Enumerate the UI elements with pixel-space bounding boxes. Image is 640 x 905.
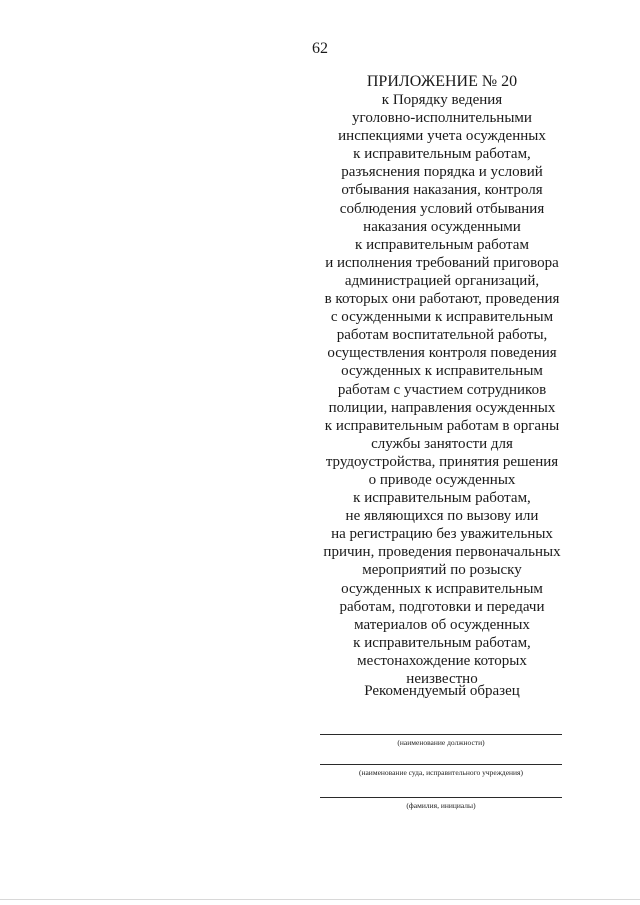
appendix-line: к исправительным работам в органы: [324, 417, 560, 434]
appendix-line: администрацией организаций,: [344, 272, 540, 289]
appendix-line: причин, проведения первоначальных: [323, 544, 561, 561]
appendix-line: службы занятости для: [371, 435, 513, 452]
appendix-line: о приводе осужденных: [368, 471, 516, 488]
appendix-line: трудоустройства, принятия решения: [325, 453, 559, 470]
appendix-line: разъяснения порядка и условий: [341, 164, 543, 181]
appendix-line: с осужденными к исправительным: [330, 309, 554, 326]
position-field-line: [320, 734, 562, 735]
appendix-line: к исправительным работам,: [353, 146, 531, 163]
appendix-line: местонахождение которых: [357, 652, 527, 669]
page-bottom-edge: [0, 899, 640, 900]
appendix-line: работам воспитательной работы,: [336, 327, 548, 344]
appendix-line: отбывания наказания, контроля: [341, 182, 543, 199]
name-field: [320, 797, 562, 811]
appendix-title: ПРИЛОЖЕНИЕ № 20: [366, 73, 518, 90]
appendix-line: работам с участием сотрудников: [337, 381, 547, 398]
appendix-line: неизвестно: [406, 671, 478, 687]
appendix-line: к исправительным работам: [355, 236, 529, 253]
appendix-line: осуществления контроля поведения: [327, 345, 557, 362]
appendix-line: к исправительным работам,: [353, 490, 531, 507]
appendix-line: работам, подготовки и передачи: [339, 598, 545, 615]
appendix-line: полиции, направления осужденных: [328, 399, 556, 416]
recommended-sample-label: Рекомендуемый образец: [364, 683, 520, 699]
appendix-line: не являющихся по вызову или: [345, 508, 539, 525]
page-number: 62: [312, 40, 328, 57]
appendix-line: осужденных к исправительным: [341, 580, 543, 597]
appendix-line: и исполнения требований приговора: [325, 254, 559, 271]
appendix-line: инспекциями учета осужденных: [338, 128, 546, 145]
appendix-line: на регистрацию без уважительных: [331, 526, 553, 543]
appendix-line: наказания осужденными: [363, 218, 521, 235]
appendix-line: к исправительным работам,: [353, 634, 531, 651]
appendix-line: материалов об осужденных: [354, 616, 530, 633]
name-field-line: [320, 797, 562, 798]
court-field-line: [320, 764, 562, 765]
appendix-description: [272, 91, 612, 688]
appendix-line: осужденных к исправительным: [341, 363, 543, 380]
appendix-heading: [272, 73, 612, 688]
appendix-line: к Порядку ведения: [381, 92, 503, 108]
appendix-line: в которых они работают, проведения: [324, 291, 560, 308]
appendix-line: уголовно-исполнительными: [352, 110, 532, 127]
position-field-caption: (наименование должности): [397, 738, 485, 747]
court-field-caption: (наименование суда, исправительного учреждения): [358, 768, 524, 777]
court-field: [320, 764, 562, 778]
appendix-line: мероприятий по розыску: [362, 562, 522, 579]
appendix-line: соблюдения условий отбывания: [339, 200, 545, 217]
name-field-caption: (фамилия, инициалы): [406, 801, 476, 810]
position-field: [320, 734, 562, 748]
